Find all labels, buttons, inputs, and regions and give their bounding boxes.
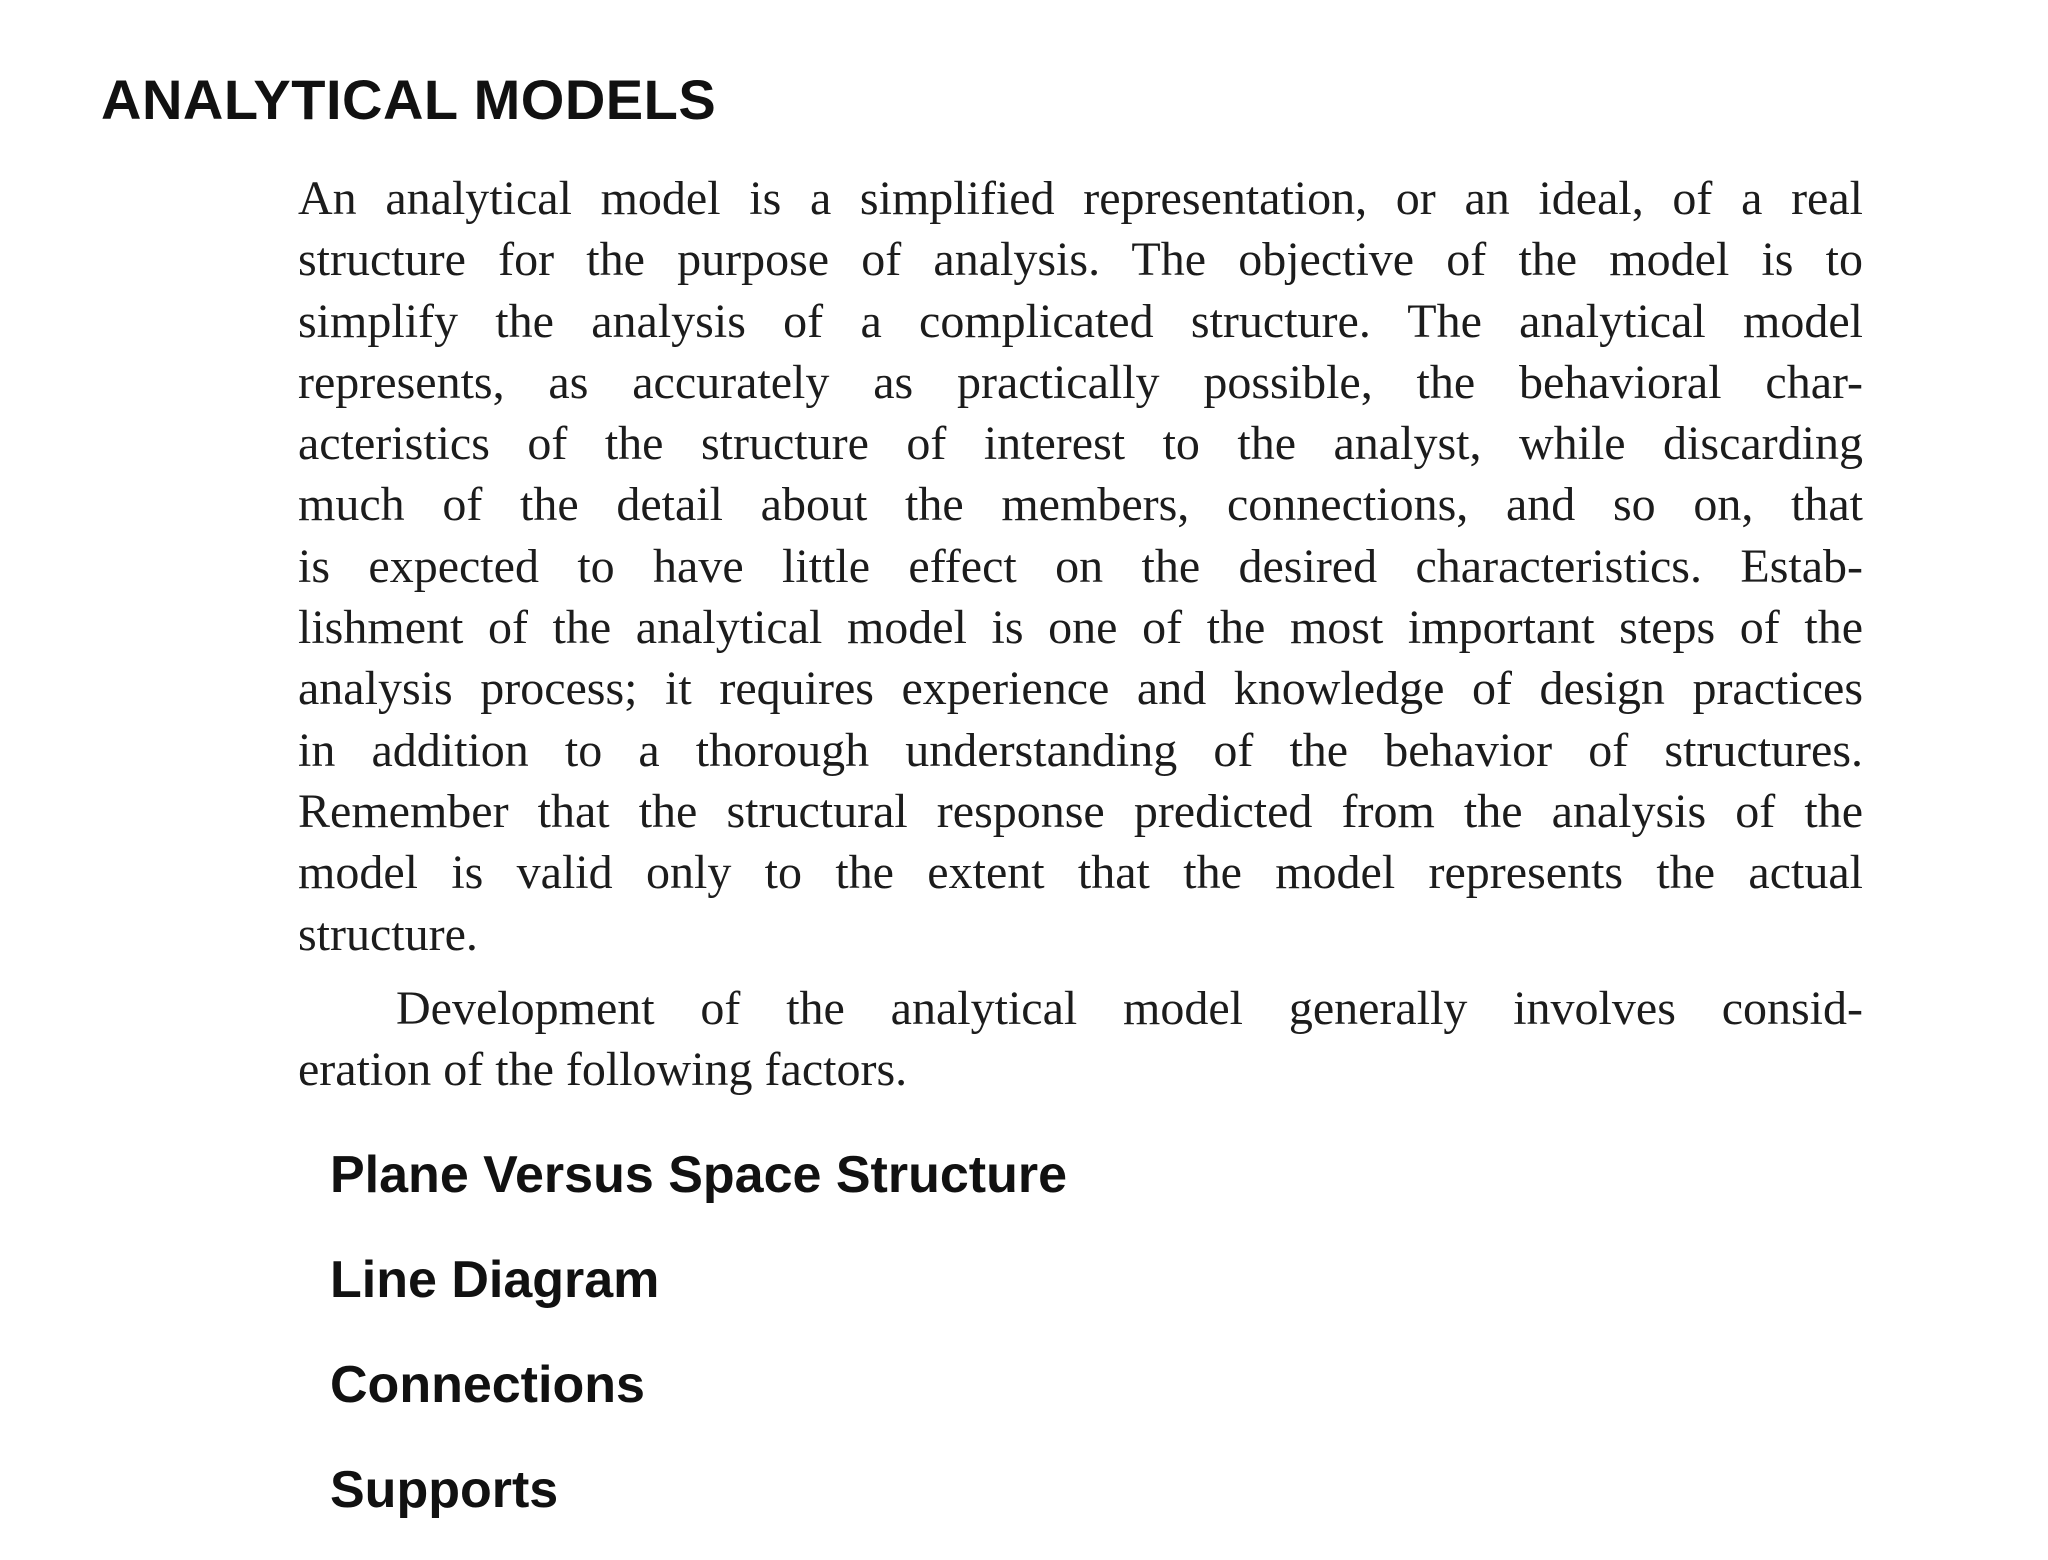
subsection-heading-plane-versus-space: Plane Versus Space Structure [330,1146,1068,1204]
paragraph-line: An analytical model is a simplified representation, or an ideal, of a real [298,172,1863,225]
paragraph-line: lishment of the analytical model is one of the most important steps of the [298,601,1863,655]
paragraph-line: acteristics of the structure of interest to the analyst, while discarding [298,417,1863,471]
paragraph-line: represents, as accurately as practically possible, the behavioral char- [298,355,1863,409]
paragraph-line: eration of the following factors. [298,1043,908,1097]
subsection-heading-line-diagram: Line Diagram [330,1251,660,1309]
paragraph-line: is expected to have little effect on the desired characteristics. Estab- [298,539,1863,593]
paragraph-line: simplify the analysis of a complicated structure. The analytical model [298,294,1863,348]
paragraph-line: much of the detail about the members, connections, and so on, that [298,478,1863,532]
paragraph-line: structure for the purpose of analysis. The objective of the model is to [298,233,1863,287]
paragraph-factors-intro [298,978,1863,1101]
paragraph-definition [298,168,1863,965]
paragraph-line: model is valid only to the extent that the model represents the actual [298,846,1863,900]
paragraph-line: structure. [298,907,478,961]
subsection-heading-supports: Supports [330,1461,559,1519]
subsection-heading-connections: Connections [330,1356,645,1414]
paragraph-line: Development of the analytical model generally involves consid- [396,982,1863,1035]
section-heading: ANALYTICAL MODELS [101,68,717,131]
paragraph-line: Remember that the structural response predicted from the analysis of the [298,784,1863,838]
subsection-list [330,1140,1067,1560]
paragraph-line: analysis process; it requires experience and knowledge of design practices [298,662,1863,716]
paragraph-line: in addition to a thorough understanding of the behavior of structures. [298,723,1863,777]
